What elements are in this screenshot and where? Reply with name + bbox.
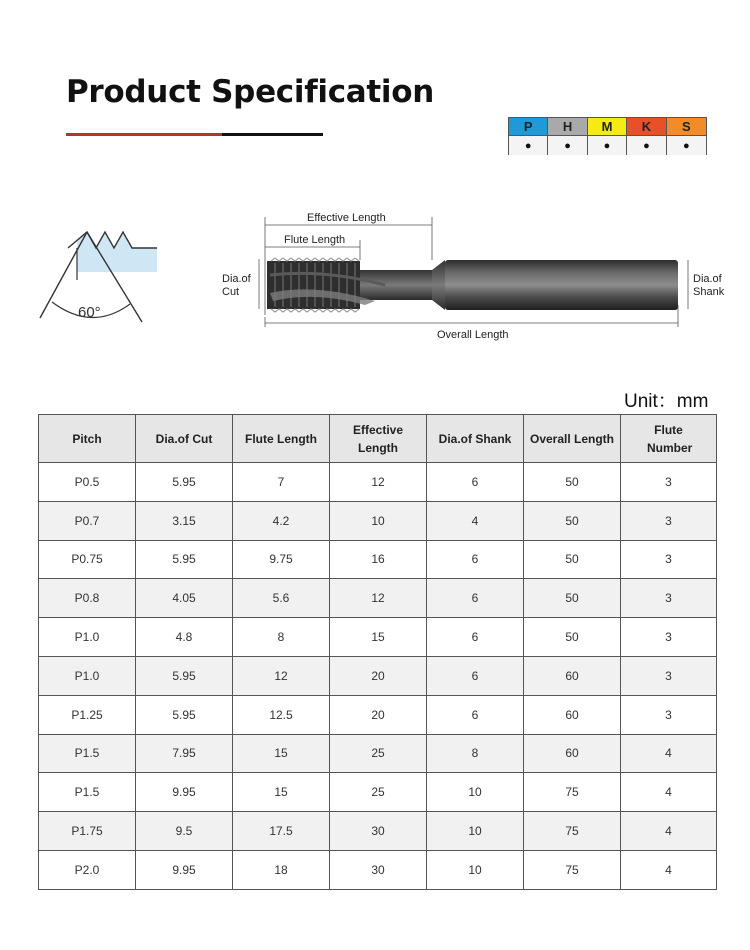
table-row [39, 463, 717, 502]
angle-label: 60° [78, 304, 101, 321]
overall-length-label: Overall Length [437, 329, 509, 341]
table-cell: P1.5 [39, 734, 136, 773]
table-cell: P0.75 [39, 540, 136, 579]
table-cell: 50 [524, 540, 621, 579]
table-cell: 3 [621, 618, 717, 657]
table-cell: 5.6 [233, 579, 330, 618]
table-cell: 4.8 [136, 618, 233, 657]
table-cell: 50 [524, 579, 621, 618]
table-cell: 9.95 [136, 850, 233, 889]
table-row [39, 812, 717, 851]
table-cell: P1.25 [39, 695, 136, 734]
table-cell: 9.95 [136, 773, 233, 812]
material-m-marker: ● [588, 136, 627, 155]
table-cell: 10 [427, 812, 524, 851]
table-cell: 25 [330, 773, 427, 812]
table-body [39, 463, 717, 890]
table-cell: 60 [524, 695, 621, 734]
table-cell: 50 [524, 618, 621, 657]
table-cell: 8 [233, 618, 330, 657]
table-cell: 20 [330, 656, 427, 695]
table-cell: 5.95 [136, 656, 233, 695]
material-p: P [509, 118, 548, 136]
material-m: M [588, 118, 627, 136]
table-row [39, 540, 717, 579]
table-cell: 30 [330, 812, 427, 851]
table-cell: 15 [330, 618, 427, 657]
table-cell: 7 [233, 463, 330, 502]
table-row [39, 850, 717, 889]
material-k: K [627, 118, 666, 136]
table-cell: 6 [427, 695, 524, 734]
table-cell: 4.2 [233, 501, 330, 540]
header-effective-length: Effective Length [330, 415, 427, 463]
dia-cut-label-1: Dia.of [222, 273, 251, 285]
table-cell: 7.95 [136, 734, 233, 773]
material-h: H [548, 118, 587, 136]
table-cell: 6 [427, 656, 524, 695]
table-cell: 12 [330, 463, 427, 502]
table-cell: P1.0 [39, 618, 136, 657]
material-grid [508, 117, 707, 155]
material-p-marker: ● [509, 136, 548, 155]
dia-shank-label-2: Shank [693, 286, 725, 298]
table-cell: 4.05 [136, 579, 233, 618]
table-cell: 3.15 [136, 501, 233, 540]
table-row [39, 579, 717, 618]
header-pitch: Pitch [39, 415, 136, 463]
table-cell: 60 [524, 734, 621, 773]
table-cell: 5.95 [136, 695, 233, 734]
table-cell: 5.95 [136, 463, 233, 502]
table-row [39, 734, 717, 773]
table-cell: 6 [427, 540, 524, 579]
table-cell: 5.95 [136, 540, 233, 579]
tool-diagram [215, 205, 735, 350]
table-cell: 4 [621, 850, 717, 889]
table-header-row [39, 415, 717, 463]
table-cell: 6 [427, 618, 524, 657]
table-cell: 17.5 [233, 812, 330, 851]
title-underline [222, 133, 323, 136]
table-cell: 4 [621, 734, 717, 773]
table-cell: 3 [621, 579, 717, 618]
effective-length-label: Effective Length [307, 212, 386, 224]
material-s-marker: ● [667, 136, 706, 155]
table-row [39, 773, 717, 812]
table-cell: 75 [524, 850, 621, 889]
table-cell: 30 [330, 850, 427, 889]
page-title: Product Specification [66, 74, 435, 110]
table-cell: 50 [524, 501, 621, 540]
table-cell: 12 [330, 579, 427, 618]
title-underline-accent [66, 133, 222, 136]
table-cell: 9.5 [136, 812, 233, 851]
table-cell: P0.7 [39, 501, 136, 540]
table-cell: 3 [621, 656, 717, 695]
table-row [39, 501, 717, 540]
table-cell: 6 [427, 579, 524, 618]
table-cell: 10 [427, 773, 524, 812]
table-cell: 4 [621, 812, 717, 851]
dia-shank-label-1: Dia.of [693, 273, 722, 285]
table-cell: 4 [621, 773, 717, 812]
spec-table [38, 414, 717, 890]
table-cell: 50 [524, 463, 621, 502]
table-cell: 4 [427, 501, 524, 540]
table-cell: 3 [621, 463, 717, 502]
header-flute-length: Flute Length [233, 415, 330, 463]
unit-label: Unit：mm [624, 391, 709, 412]
table-row [39, 656, 717, 695]
table-cell: 20 [330, 695, 427, 734]
table-cell: P2.0 [39, 850, 136, 889]
flute-length-label: Flute Length [284, 234, 346, 246]
table-cell: P1.0 [39, 656, 136, 695]
table-cell: 3 [621, 501, 717, 540]
table-cell: 6 [427, 463, 524, 502]
header-flute-number: Flute Number [621, 415, 717, 463]
table-cell: 16 [330, 540, 427, 579]
table-row [39, 695, 717, 734]
table-cell: 75 [524, 812, 621, 851]
table-cell: 3 [621, 695, 717, 734]
header-dia-cut: Dia.of Cut [136, 415, 233, 463]
table-cell: P1.5 [39, 773, 136, 812]
table-row [39, 618, 717, 657]
table-cell: 3 [621, 540, 717, 579]
thread-profile-diagram [30, 222, 165, 327]
table-cell: P0.5 [39, 463, 136, 502]
table-cell: 15 [233, 734, 330, 773]
material-k-marker: ● [627, 136, 666, 155]
table-cell: 60 [524, 656, 621, 695]
table-cell: P1.75 [39, 812, 136, 851]
table-cell: 9.75 [233, 540, 330, 579]
table-cell: 75 [524, 773, 621, 812]
table-cell: P0.8 [39, 579, 136, 618]
table-cell: 25 [330, 734, 427, 773]
material-s: S [667, 118, 706, 136]
table-cell: 12 [233, 656, 330, 695]
header-dia-shank: Dia.of Shank [427, 415, 524, 463]
table-cell: 18 [233, 850, 330, 889]
table-cell: 15 [233, 773, 330, 812]
dia-cut-label-2: Cut [222, 286, 240, 298]
header-overall-length: Overall Length [524, 415, 621, 463]
table-cell: 12.5 [233, 695, 330, 734]
table-cell: 10 [427, 850, 524, 889]
material-h-marker: ● [548, 136, 587, 155]
table-cell: 8 [427, 734, 524, 773]
table-cell: 10 [330, 501, 427, 540]
